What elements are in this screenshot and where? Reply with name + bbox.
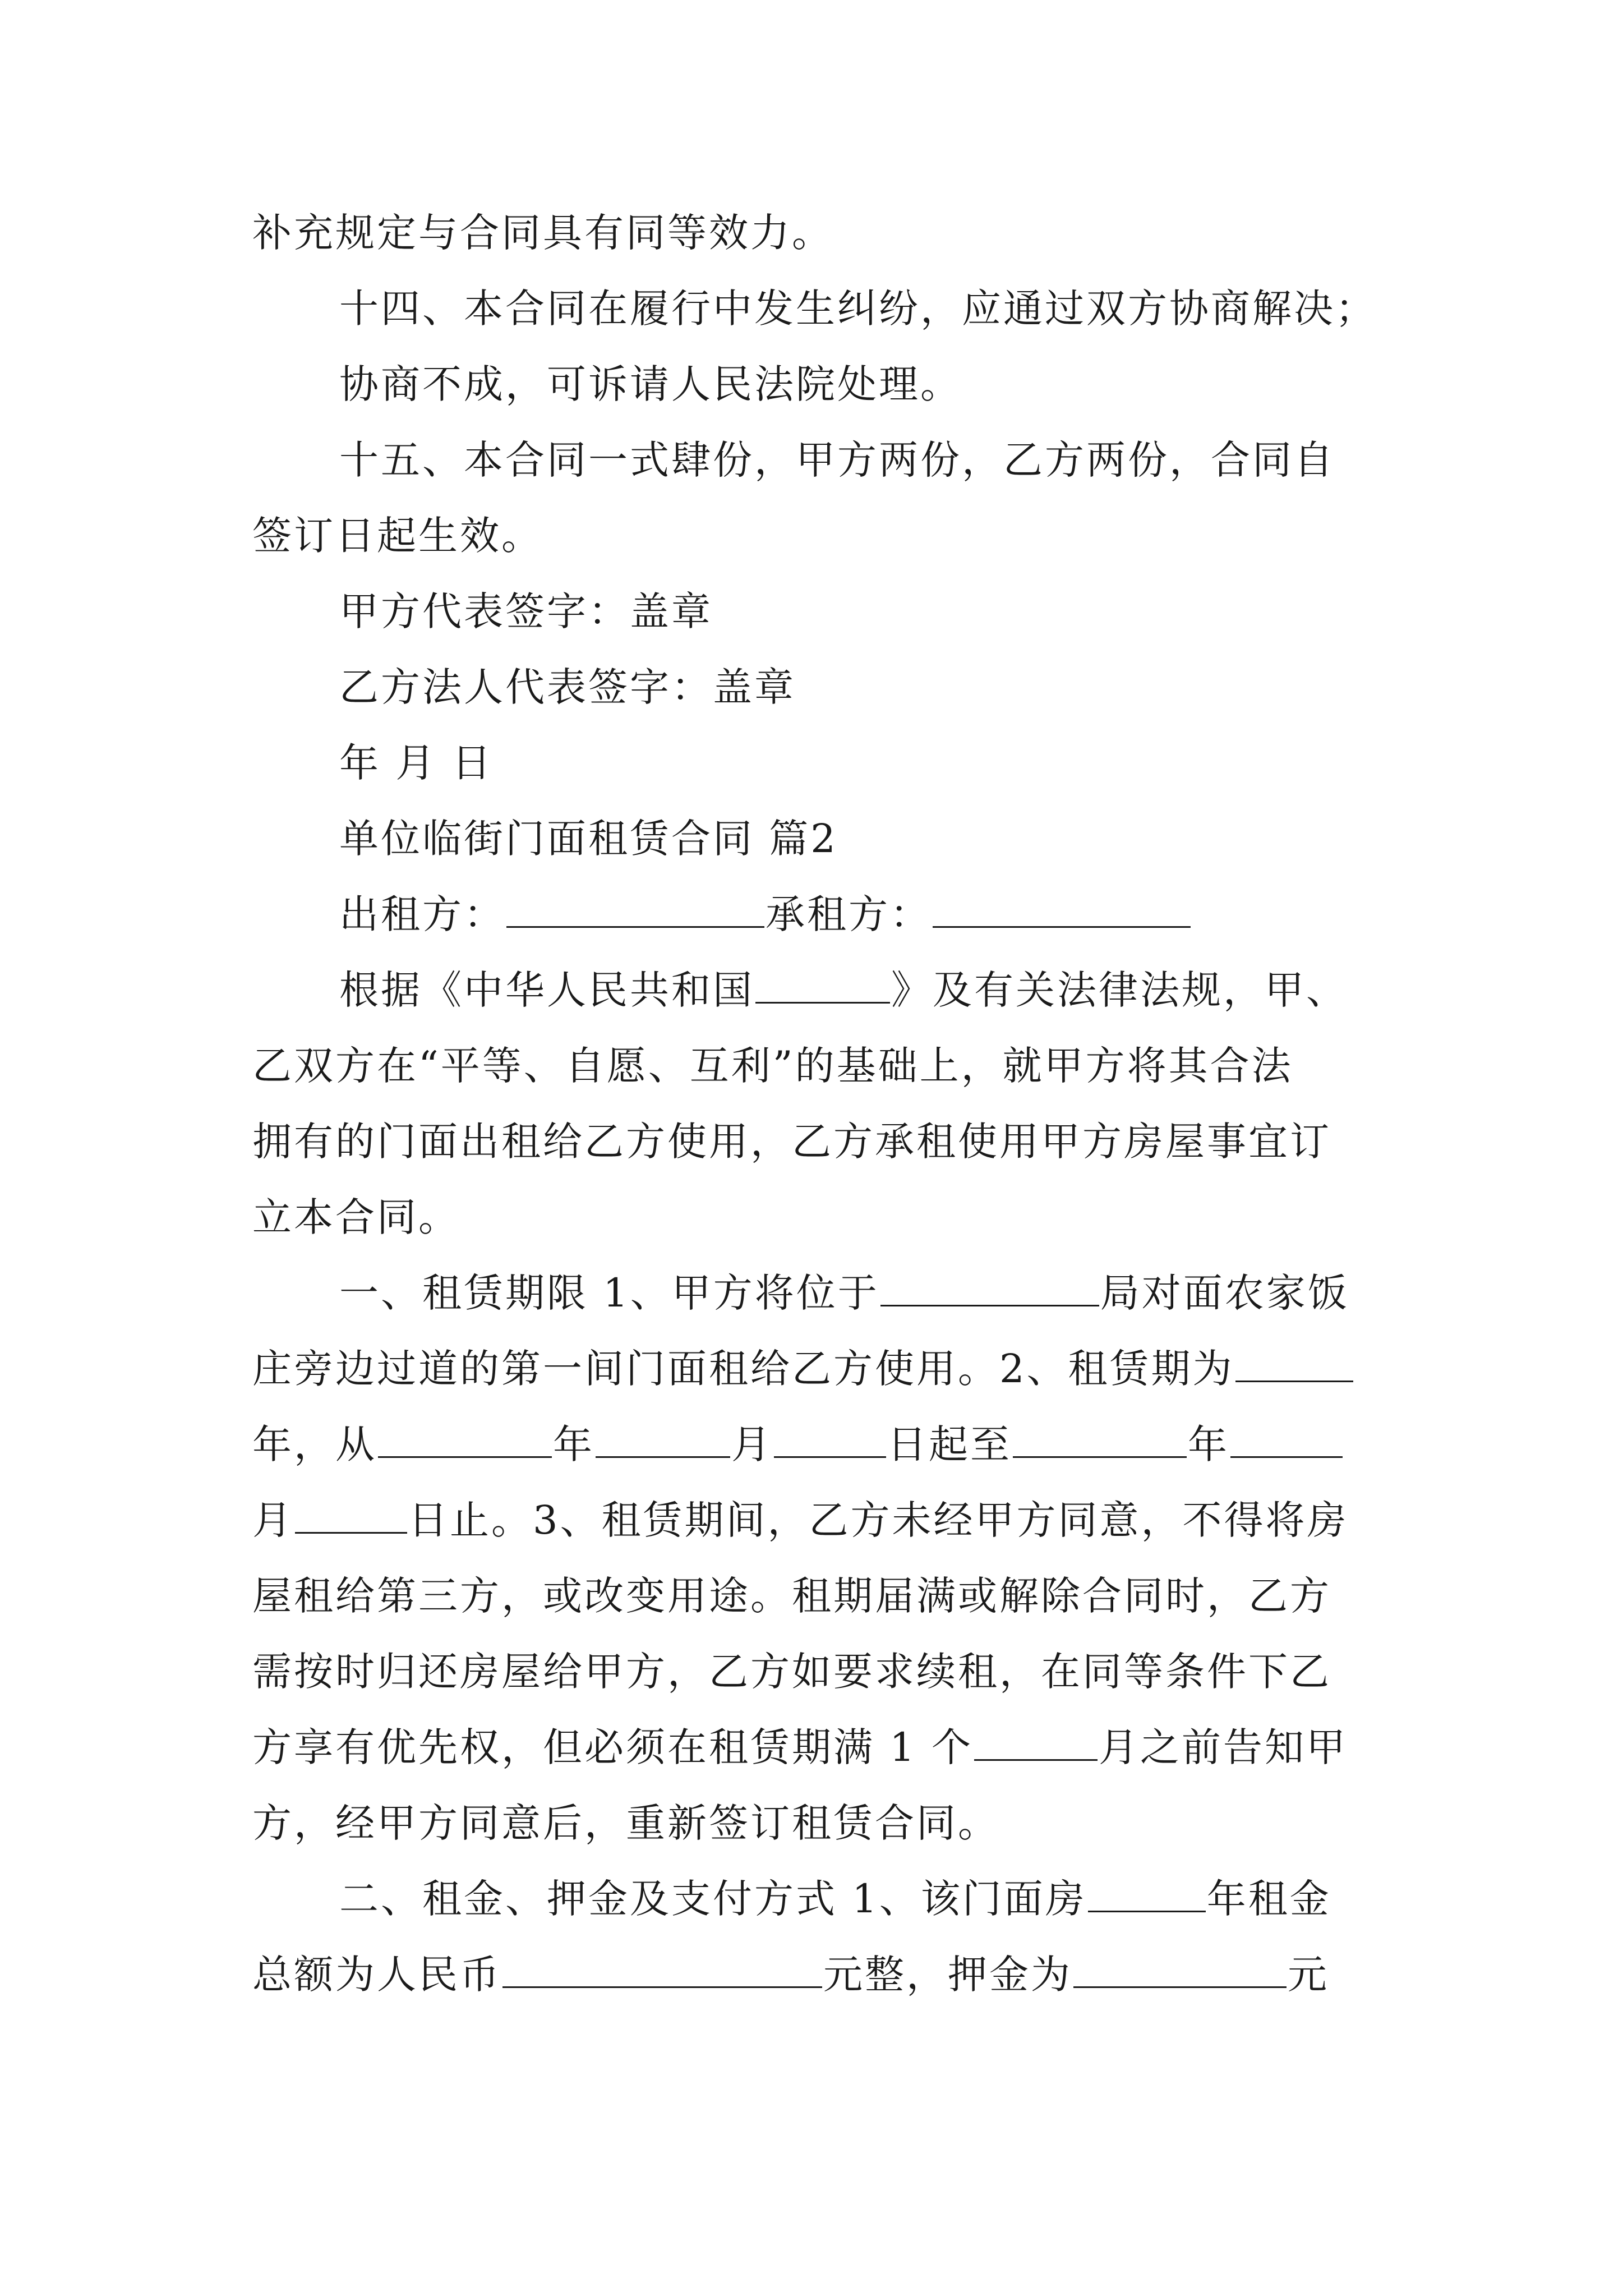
signature-line-party-a: 甲方代表签字：盖章 <box>339 588 713 634</box>
section1-text: 月 <box>252 1497 294 1543</box>
text-line: 方，经甲方同意后，重新签订租赁合同。 <box>252 1800 999 1846</box>
end-day-blank <box>295 1493 407 1534</box>
section2-line <box>252 1947 1396 2003</box>
section2-line <box>339 1871 1396 1927</box>
intro-text: 根据《中华人民共和国 <box>339 967 754 1013</box>
text-line: 需按时归还房屋给甲方，乙方如要求续租，在同等条件下乙 <box>252 1649 1331 1695</box>
text-line: 屋租给第三方，或改变用途。租期届满或解除合同时，乙方 <box>252 1573 1331 1619</box>
section1-text: 方享有优先权，但必须在租赁期满 1 个 <box>252 1724 974 1770</box>
section1-text: 年 <box>553 1421 594 1467</box>
text-line: 签订日起生效。 <box>252 513 543 559</box>
start-month-blank <box>596 1417 730 1458</box>
text-line: 拥有的门面出租给乙方使用，乙方承租使用甲方房屋事宜订 <box>252 1119 1331 1165</box>
deposit-amount-blank <box>1073 1947 1287 1988</box>
text-line: 十五、本合同一式肆份，甲方两份，乙方两份，合同自 <box>339 437 1335 483</box>
parties-line <box>339 886 1396 942</box>
term-blank <box>1235 1341 1353 1382</box>
lessee-label: 承租方： <box>766 891 932 937</box>
contract-heading: 单位临街门面租赁合同 篇2 <box>339 816 838 862</box>
section2-text: 元 <box>1288 1952 1329 1998</box>
text-line: 立本合同。 <box>252 1194 460 1240</box>
rent-years-blank <box>1088 1871 1206 1912</box>
lessor-label: 出租方： <box>339 891 505 937</box>
rent-amount-blank <box>502 1947 822 1988</box>
section1-text: 日止。3、租赁期间，乙方未经甲方同意，不得将房 <box>408 1497 1349 1543</box>
text-line: 协商不成，可诉请人民法院处理。 <box>339 361 962 407</box>
law-name-blank <box>755 963 890 1004</box>
section1-line <box>252 1416 1396 1473</box>
section1-line <box>252 1492 1396 1548</box>
start-day-blank <box>774 1417 886 1458</box>
intro-text: 》及有关法律法规，甲、 <box>891 967 1348 1013</box>
section1-text: 庄旁边过道的第一间门面租给乙方使用。2、租赁期为 <box>252 1346 1234 1392</box>
section1-text: 月 <box>731 1421 773 1467</box>
section1-text: 局对面农家饭 <box>1100 1270 1349 1316</box>
section1-line <box>252 1341 1396 1397</box>
section1-text: 年 <box>1188 1421 1229 1467</box>
lessee-blank <box>933 887 1191 928</box>
signature-line-party-b: 乙方法人代表签字：盖章 <box>339 664 796 710</box>
text-line: 十四、本合同在履行中发生纠纷，应通过双方协商解决； <box>339 286 1377 332</box>
text-line: 乙双方在“平等、自愿、互利”的基础上，就甲方将其合法 <box>252 1043 1293 1089</box>
section1-text: 一、租赁期限 1、甲方将位于 <box>339 1270 879 1316</box>
section1-text: 日起至 <box>887 1421 1012 1467</box>
intro-line <box>339 962 1396 1018</box>
location-blank <box>880 1266 1099 1306</box>
section1-line <box>339 1265 1396 1321</box>
notice-period-blank <box>974 1720 1098 1761</box>
section1-text: 月之前告知甲 <box>1099 1724 1348 1770</box>
end-year-blank <box>1013 1417 1187 1458</box>
text-line: 补充规定与合同具有同等效力。 <box>252 210 833 256</box>
lessor-blank <box>506 887 764 928</box>
section2-text: 元整，押金为 <box>823 1952 1072 1998</box>
section1-line <box>252 1719 1396 1775</box>
end-month-blank <box>1230 1417 1343 1458</box>
section2-text: 二、租金、押金及支付方式 1、该门面房 <box>339 1876 1087 1922</box>
section2-text: 总额为人民币 <box>252 1952 501 1998</box>
date-line: 年 月 日 <box>339 740 494 786</box>
section1-text: 年，从 <box>252 1421 377 1467</box>
start-year-blank <box>378 1417 552 1458</box>
section2-text: 年租金 <box>1206 1876 1331 1922</box>
